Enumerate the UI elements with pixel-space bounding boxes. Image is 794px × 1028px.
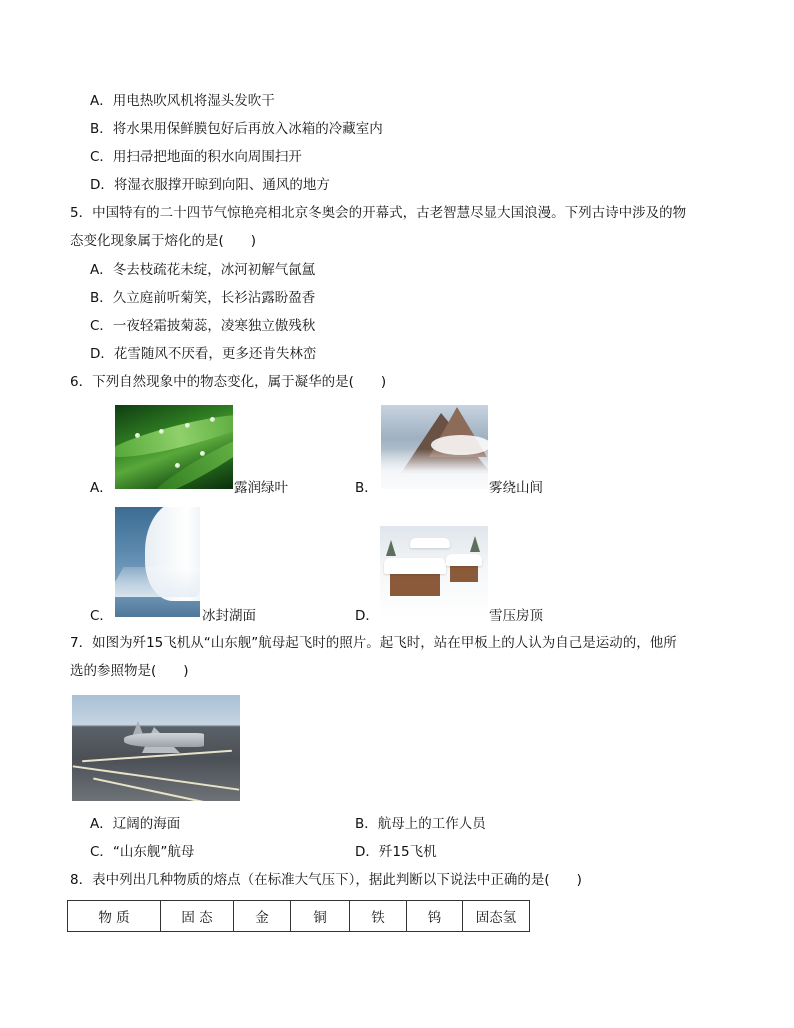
q8-stem: 8．表中列出几种物质的熔点（在标准大气压下），据此判断以下说法中正确的是( ): [70, 872, 582, 888]
snow-roof-photo: [380, 526, 488, 617]
q6-option-c-caption: 冰封湖面: [202, 608, 256, 624]
q5-option-b: B．久立庭前听菊笑，长衫沾露盼盈香: [90, 290, 316, 306]
frozen-lake-photo: [115, 507, 200, 617]
q5-option-d: D．花雪随风不厌看，更多还肯失林峦: [90, 346, 317, 362]
q5-option-a: A．冬去枝疏花未绽，冰河初解气氤氲: [90, 262, 316, 278]
table-header-cell: 铜: [291, 901, 350, 932]
q7-stem-line2: 选的参照物是( ): [70, 663, 189, 679]
q6-option-d-letter: D．: [355, 608, 379, 624]
fog-mountain-photo: [381, 405, 488, 489]
table-row: [68, 901, 530, 932]
q4-option-a: A．用电热吹风机将湿头发吹干: [90, 93, 275, 109]
table-header-cell: 铁: [350, 901, 407, 932]
q7-stem-line1: 7．如图为歼15飞机从“山东舰”航母起飞时的照片。起飞时，站在甲板上的人认为自己是运动的，他所: [70, 635, 677, 651]
q6-stem: 6．下列自然现象中的物态变化，属于凝华的是( ): [70, 374, 387, 390]
table-header-cell: 固态氢: [463, 901, 530, 932]
q6-option-b-letter: B．: [355, 480, 378, 496]
table-header-cell: 金: [234, 901, 291, 932]
q7-option-b: B．航母上的工作人员: [355, 816, 486, 832]
table-header-cell: 钨: [407, 901, 463, 932]
q7-option-a: A．辽阔的海面: [90, 816, 181, 832]
table-header-cell: 物 质: [68, 901, 161, 932]
q6-option-a-letter: A．: [90, 480, 113, 496]
q6-option-b-caption: 雾绕山间: [489, 480, 543, 496]
table-header-cell: 固 态: [161, 901, 234, 932]
q6-option-c-letter: C．: [90, 608, 113, 624]
q7-option-c: C．“山东舰”航母: [90, 844, 195, 860]
q5-stem-line2: 态变化现象属于熔化的是( ): [70, 233, 257, 249]
q4-option-c: C．用扫帚把地面的积水向周围扫开: [90, 149, 302, 165]
q6-option-a-caption: 露润绿叶: [234, 480, 288, 496]
dew-leaf-photo: [115, 405, 233, 489]
carrier-jet-photo: [72, 695, 240, 801]
q4-option-b: B．将水果用保鲜膜包好后再放入冰箱的冷藏室内: [90, 121, 383, 137]
q4-option-d: D．将湿衣服撑开晾到向阳、通风的地方: [90, 177, 330, 193]
q5-option-c: C．一夜轻霜披菊蕊，凌寒独立傲残秋: [90, 318, 316, 334]
q5-stem-line1: 5．中国特有的二十四节气惊艳亮相北京冬奥会的开幕式，古老智慧尽显大国浪漫。下列古诗中涉及的物: [70, 205, 687, 221]
melting-point-table: [67, 900, 530, 932]
q6-option-d-caption: 雪压房顶: [489, 608, 543, 624]
q7-option-d: D．歼15飞机: [355, 844, 437, 860]
